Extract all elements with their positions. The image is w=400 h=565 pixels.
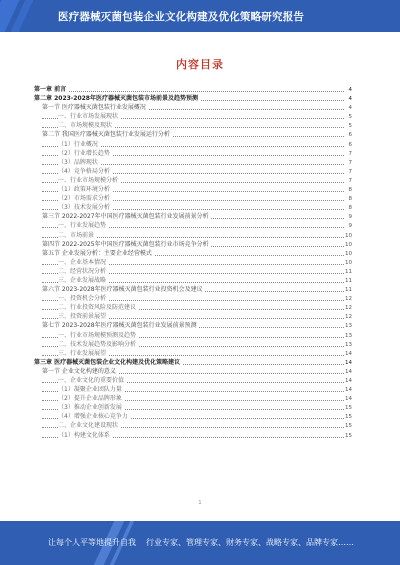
toc-entry-title: 第一章 前言 xyxy=(34,86,67,93)
toc-entry[interactable] xyxy=(34,322,352,331)
toc-entry-title: 第三章 医疗器械灭菌包装企业文化构建及优化策略建议 xyxy=(34,358,181,366)
toc-entry[interactable] xyxy=(34,341,352,350)
table-of-contents xyxy=(34,86,352,441)
toc-entry-title: 一、行业发展趋势 xyxy=(58,222,107,230)
toc-entry-title: （1）构建文化体系 xyxy=(58,431,110,439)
toc-entry[interactable] xyxy=(34,241,352,250)
page-number: 1 xyxy=(198,500,202,506)
toc-entry[interactable] xyxy=(34,159,352,168)
toc-entry[interactable] xyxy=(34,332,352,341)
toc-entry-page: 15 xyxy=(345,405,352,412)
toc-entry-page: 7 xyxy=(348,177,352,184)
toc-entry-title: 第四节 2022-2025年中国医疗器械灭菌包装行业市场竞争分析 xyxy=(42,240,209,248)
toc-entry-title: 第三节 2022-2027年中国医疗器械灭菌包装行业发展前景分析 xyxy=(42,213,209,221)
toc-entry-title: 一、行业市场发展现状 xyxy=(58,113,119,121)
toc-entry-page: 14 xyxy=(345,378,352,384)
toc-entry-title: 一、企业基本情况 xyxy=(58,258,107,266)
toc-entry-page: 14 xyxy=(345,387,352,394)
footer-slogan: 让每个人平等地提升自我 xyxy=(48,538,136,547)
toc-entry-title: （1）凝聚企业团队力量 xyxy=(58,386,122,394)
toc-entry-page: 8 xyxy=(348,205,352,212)
toc-entry-title: （1）政策环境分析 xyxy=(58,186,110,194)
toc-entry-page: 7 xyxy=(348,150,352,157)
toc-entry[interactable] xyxy=(34,368,352,377)
toc-entry-title: （2）市场需求分析 xyxy=(58,195,110,203)
toc-entry[interactable] xyxy=(34,177,352,186)
toc-entry-page: 11 xyxy=(345,287,352,294)
toc-entry-title: （2）行业增长趋势 xyxy=(58,149,110,157)
toc-entry-page: 4 xyxy=(348,105,352,112)
toc-entry[interactable] xyxy=(34,268,352,277)
toc-entry-title: 一、行业市场规模分析 xyxy=(58,176,119,184)
toc-entry-title: 一、企业文化的重要价值 xyxy=(58,377,125,384)
toc-entry-title: （2）提升企业品牌形象 xyxy=(58,395,122,403)
toc-entry[interactable] xyxy=(34,395,352,404)
toc-entry[interactable] xyxy=(34,131,352,140)
toc-entry[interactable] xyxy=(34,150,352,159)
toc-entry[interactable] xyxy=(34,404,352,413)
toc-entry-title: 二、企业文化建设现状 xyxy=(58,422,119,430)
toc-entry[interactable] xyxy=(34,232,352,241)
toc-entry-page: 8 xyxy=(348,196,352,203)
toc-entry-page: 10 xyxy=(345,259,352,266)
toc-entry[interactable] xyxy=(34,250,352,259)
toc-entry-title: （3）品牌现状 xyxy=(58,158,98,166)
toc-entry-page: 5 xyxy=(348,123,352,130)
toc-entry-title: 第二节 我国医疗器械灭菌包装行业发展运行分析 xyxy=(42,131,170,139)
toc-entry-page: 15 xyxy=(345,432,352,439)
toc-entry-title: 一、行业市场规模预测及趋势 xyxy=(58,331,137,339)
toc-entry-page: 12 xyxy=(345,296,352,303)
toc-entry-title: 二、行业投资风险及防范建议 xyxy=(58,304,137,312)
toc-entry[interactable] xyxy=(34,141,352,150)
toc-entry[interactable] xyxy=(34,113,352,122)
toc-entry-page: 12 xyxy=(345,314,352,321)
toc-entry[interactable] xyxy=(34,95,352,104)
toc-entry[interactable] xyxy=(34,377,352,386)
toc-entry[interactable] xyxy=(34,350,352,359)
toc-entry-page: 6 xyxy=(348,132,352,139)
footer-experts: 行业专家、管理专家、财务专家、战略专家、品牌专家…… xyxy=(146,538,354,547)
toc-entry-title: 三、行业发展展望 xyxy=(58,349,107,357)
toc-entry-page: 10 xyxy=(345,232,352,239)
toc-entry-title: （3）技术发展分析 xyxy=(58,204,110,212)
toc-entry-title: 第一节 医疗器械灭菌包装行业发展概况 xyxy=(42,104,146,112)
toc-entry-title: 第二章 2023-2028年医疗器械灭菌包装市场前景及趋势预测 xyxy=(34,95,198,103)
toc-entry-title: （4）增强企业核心竞争力 xyxy=(58,413,128,421)
toc-entry[interactable] xyxy=(34,195,352,204)
toc-entry-page: 10 xyxy=(345,241,352,248)
toc-entry-title: （3）推动企业创新发展 xyxy=(58,404,122,412)
toc-entry[interactable] xyxy=(34,277,352,286)
toc-entry-title: 二、技术发展趋势及影响分析 xyxy=(58,340,137,348)
toc-entry-page: 9 xyxy=(348,214,352,221)
page-header xyxy=(0,0,400,32)
toc-entry-page: 11 xyxy=(345,277,352,284)
toc-entry-page: 7 xyxy=(348,159,352,166)
toc-entry-page: 14 xyxy=(345,368,352,375)
toc-entry-page: 5 xyxy=(348,114,352,121)
toc-entry-page: 14 xyxy=(345,350,352,357)
toc-entry-page: 13 xyxy=(345,323,352,330)
toc-entry-title: 第七节 2023-2028年医疗器械灭菌包装行业发展前景预测 xyxy=(42,322,197,330)
toc-entry-title: 第六节 2023-2028年医疗器械灭菌包装行业投资机会及建议 xyxy=(42,286,203,294)
toc-entry-title: 二、市场前景 xyxy=(58,231,95,239)
toc-entry[interactable] xyxy=(34,186,352,195)
toc-entry-page: 10 xyxy=(345,250,352,257)
toc-entry-title: 三、投资前景展望 xyxy=(58,313,107,321)
toc-entry-page: 15 xyxy=(345,414,352,421)
toc-entry-title: 二、市场规模及现状 xyxy=(58,122,113,130)
toc-entry-page: 13 xyxy=(345,341,352,348)
toc-entry-page: 11 xyxy=(345,268,352,275)
toc-entry-title: （4）竞争格局分析 xyxy=(58,167,110,175)
toc-entry[interactable] xyxy=(34,432,352,441)
toc-entry-title: 第一节 企业文化构建的意义 xyxy=(42,367,116,375)
toc-entry-page: 4 xyxy=(348,96,352,103)
toc-entry-title: 第五节 企业发展分析：主要企业经营模式 xyxy=(42,249,152,257)
toc-entry[interactable] xyxy=(34,204,352,213)
toc-entry-page: 8 xyxy=(348,187,352,194)
toc-entry[interactable] xyxy=(34,168,352,177)
toc-entry-page: 7 xyxy=(348,168,352,175)
toc-entry-page: 13 xyxy=(345,332,352,339)
toc-entry-title: （1）行业概况 xyxy=(58,140,98,148)
toc-entry-title: 一、投资机会分析 xyxy=(58,295,107,303)
leader-dots xyxy=(34,91,344,92)
toc-entry-page: 4 xyxy=(348,87,352,93)
toc-entry-page: 9 xyxy=(348,223,352,230)
toc-entry[interactable] xyxy=(34,304,352,313)
toc-entry[interactable] xyxy=(34,359,352,368)
toc-entry-page: 15 xyxy=(345,423,352,430)
toc-heading: 内容目录 xyxy=(176,58,224,71)
toc-entry[interactable] xyxy=(34,386,352,395)
page-footer xyxy=(0,521,400,565)
toc-entry[interactable] xyxy=(34,222,352,231)
toc-entry[interactable] xyxy=(34,86,352,95)
toc-entry-page: 14 xyxy=(345,396,352,403)
toc-entry-page: 12 xyxy=(345,305,352,312)
toc-entry-page: 6 xyxy=(348,141,352,148)
toc-entry[interactable] xyxy=(34,295,352,304)
toc-entry-page: 14 xyxy=(345,359,352,366)
toc-entry[interactable] xyxy=(34,286,352,295)
toc-entry[interactable] xyxy=(34,259,352,268)
report-title: 医疗器械灭菌包装企业文化构建及优化策略研究报告 xyxy=(58,11,305,23)
toc-entry-title: 三、企业发展战略 xyxy=(58,276,107,284)
toc-entry-title: 二、经营状况分析 xyxy=(58,267,107,275)
toc-entry[interactable] xyxy=(34,422,352,431)
toc-entry[interactable] xyxy=(34,104,352,113)
